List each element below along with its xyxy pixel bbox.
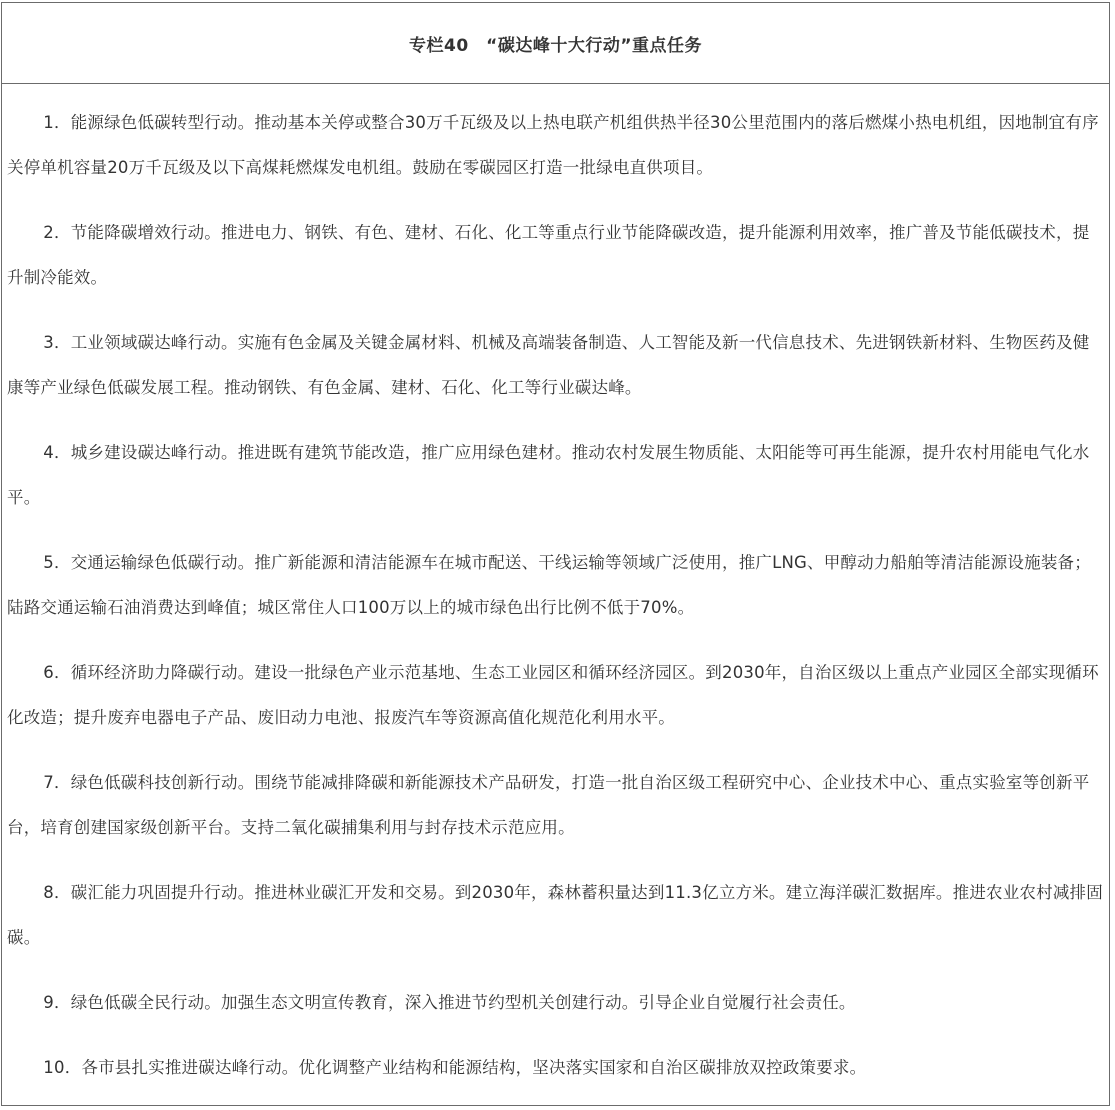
box-header [2, 3, 1109, 84]
task-box [1, 2, 1110, 1106]
task-item-3: 3．工业领域碳达峰行动。实施有色金属及关键金属材料、机械及高端装备制造、人工智能及新一代信息技术、先进钢铁新材料、生物医药及健康等产业绿色低碳发展工程。推动钢铁、有色金属、建材、石化、化工等行业碳达峰。 [7, 333, 1090, 397]
box-title: 专栏40 “碳达峰十大行动”重点任务 [408, 35, 702, 56]
task-item-2: 2．节能降碳增效行动。推进电力、钢铁、有色、建材、石化、化工等重点行业节能降碳改造，提升能源利用效率，推广普及节能低碳技术，提升制冷能效。 [7, 223, 1090, 287]
task-item-5: 5．交通运输绿色低碳行动。推广新能源和清洁能源车在城市配送、干线运输等领域广泛使用，推广LNG、甲醇动力船舶等清洁能源设施装备；陆路交通运输石油消费达到峰值；城区常住人口100万以上的城市绿色出行比例不低于70%。 [7, 553, 1091, 617]
task-item-7: 7．绿色低碳科技创新行动。围绕节能减排降碳和新能源技术产品研发，打造一批自治区级工程研究中心、企业技术中心、重点实验室等创新平台，培育创建国家级创新平台。支持二氧化碳捕集利用与封存技术示范应用。 [7, 773, 1090, 837]
task-item-8: 8．碳汇能力巩固提升行动。推进林业碳汇开发和交易。到2030年，森林蓄积量达到11.3亿立方米。建立海洋碳汇数据库。推进农业农村减排固碳。 [7, 883, 1103, 947]
task-item-6: 6．循环经济助力降碳行动。建设一批绿色产业示范基地、生态工业园区和循环经济园区。到2030年，自治区级以上重点产业园区全部实现循环化改造；提升废弃电器电子产品、废旧动力电池、报废汽车等资源高值化规范化利用水平。 [7, 663, 1099, 727]
task-item-1: 1．能源绿色低碳转型行动。推动基本关停或整合30万千瓦级及以上热电联产机组供热半径30公里范围内的落后燃煤小热电机组，因地制宜有序关停单机容量20万千瓦级及以下高煤耗燃煤发电机组。鼓励在零碳园区打造一批绿电直供项目。 [7, 113, 1099, 177]
task-item-4: 4．城乡建设碳达峰行动。推进既有建筑节能改造，推广应用绿色建材。推动农村发展生物质能、太阳能等可再生能源，提升农村用能电气化水平。 [7, 443, 1090, 507]
task-item-10: 10．各市县扎实推进碳达峰行动。优化调整产业结构和能源结构，坚决落实国家和自治区碳排放双控政策要求。 [43, 1058, 867, 1077]
task-item-9: 9．绿色低碳全民行动。加强生态文明宣传教育，深入推进节约型机关创建行动。引导企业自觉履行社会责任。 [43, 993, 856, 1012]
